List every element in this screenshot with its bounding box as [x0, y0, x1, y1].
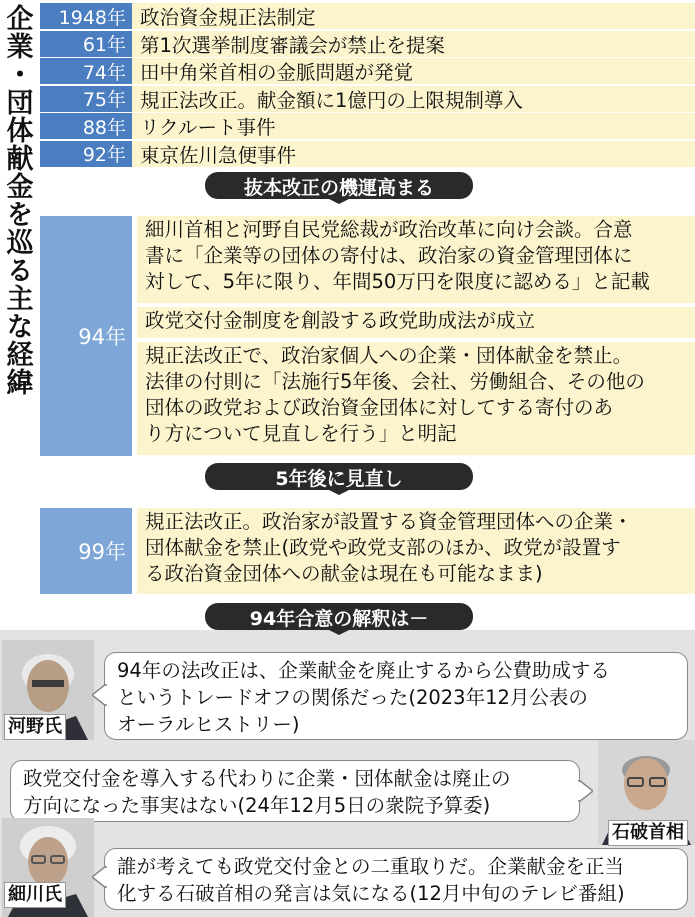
timeline-top — [40, 3, 695, 169]
arrow-banner-review — [205, 463, 473, 495]
entry-line: 対して、5年に限り、年間50万円を限度に認める」と記載 — [145, 270, 650, 293]
timeline-row — [40, 86, 695, 112]
entry-line: る政治資金団体への献金は現在も可能なまま) — [145, 562, 543, 585]
year-cell: 74年 — [40, 58, 132, 84]
year-cell: 61年 — [40, 31, 132, 57]
year-cell: 88年 — [40, 113, 132, 139]
arrow-banner-interpretation — [205, 603, 473, 635]
event-cell: 田中角栄首相の金脈問題が発覚 — [132, 58, 695, 84]
quote-line: 化する石破首相の発言は気になる(12月中旬のテレビ番組) — [117, 882, 625, 905]
ishiba-nameplate: 石破首相 — [608, 820, 688, 846]
entry-subsidy-law — [137, 307, 695, 338]
event-cell: 東京佐川急便事件 — [132, 141, 695, 167]
event-cell: リクルート事件 — [132, 113, 695, 139]
timeline-row — [40, 113, 695, 139]
year-cell: 94年 — [40, 216, 132, 456]
quote-line: というトレードオフの関係だった(2023年12月公表の — [117, 686, 588, 709]
kono-nameplate: 河野氏 — [4, 714, 66, 740]
entry-line: 法律の付則に「法施行5年後、会社、労働組合、その他の — [145, 370, 645, 393]
hosokawa-quote-bubble — [104, 848, 688, 910]
arrow-label: 5年後に見直し — [275, 467, 403, 490]
entry-1999 — [137, 508, 695, 594]
entry-law-revision — [137, 342, 695, 455]
event-cell: 規正法改正。献金額に1億円の上限規制導入 — [132, 86, 695, 112]
year-cell: 75年 — [40, 86, 132, 112]
entry-line: 団体献金を禁止(政党や政党支部のほか、政党が設置す — [145, 536, 621, 559]
year-cell: 99年 — [40, 508, 132, 594]
quote-line: オーラルヒストリー) — [117, 713, 300, 736]
entry-line: 規正法改正。政治家が設置する資金管理団体への企業・ — [145, 510, 633, 533]
entry-agreement — [137, 216, 695, 303]
entry-line: 政党交付金制度を創設する政党助成法が成立 — [145, 309, 536, 332]
quote-line: 政党交付金を導入する代わりに企業・団体献金は廃止の — [23, 767, 511, 790]
quote-line: 94年の法改正は、企業献金を廃止するから公費助成する — [117, 659, 610, 682]
year-cell: 1948年 — [40, 3, 132, 29]
ishiba-bubble-tail — [578, 780, 593, 802]
event-cell: 政治資金規正法制定 — [132, 3, 695, 29]
hosokawa-bubble-tail — [92, 866, 107, 888]
quote-line: 誰が考えても政党交付金との二重取りだ。企業献金を正当 — [117, 855, 625, 878]
entry-line: 規正法改正で、政治家個人への企業・団体献金を禁止。 — [145, 344, 633, 367]
year-cell: 92年 — [40, 141, 132, 167]
kono-bubble-tail — [92, 684, 107, 706]
arrow-label: 94年合意の解釈は－ — [249, 607, 429, 630]
entry-line: 団体の政党および政治資金団体に対してする寄付のあ — [145, 396, 614, 419]
quote-line: 方向になった事実はない(24年12月5日の衆院予算委) — [23, 794, 491, 817]
timeline-row — [40, 3, 695, 29]
arrow-banner-reform-momentum — [205, 172, 473, 204]
event-cell: 第1次選挙制度審議会が禁止を提案 — [132, 31, 695, 57]
hosokawa-nameplate: 細川氏 — [4, 882, 66, 908]
vertical-title: 企業・団体献金を巡る主な経緯 — [1, 4, 33, 396]
kono-quote-bubble — [104, 652, 688, 740]
timeline-row — [40, 31, 695, 57]
ishiba-quote-bubble — [10, 760, 580, 822]
entry-line: り方について見直しを行う」と明記 — [145, 422, 457, 445]
arrow-label: 抜本改正の機運高まる — [243, 176, 434, 199]
entry-line: 細川首相と河野自民党総裁が政治改革に向け会談。合意 — [145, 218, 633, 241]
timeline-row — [40, 58, 695, 84]
entry-line: 書に「企業等の団体の寄付は、政治家の資金管理団体に — [145, 244, 633, 267]
block-1999 — [40, 508, 695, 594]
timeline-row — [40, 141, 695, 167]
block-1994 — [40, 216, 695, 456]
